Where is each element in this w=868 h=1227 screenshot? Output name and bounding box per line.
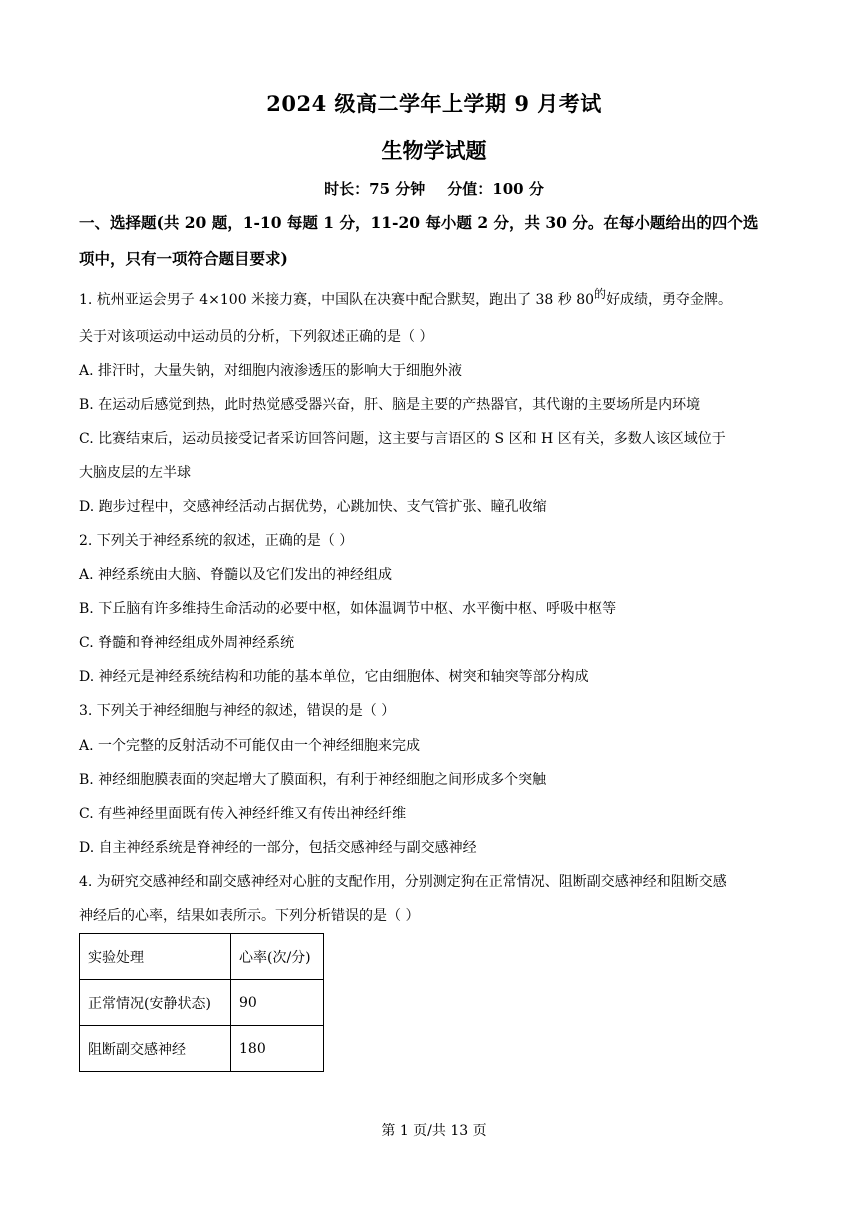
section-heading-line-2: 项中，只有一项符合题目要求) [79,249,288,268]
question-3-option-a: A. 一个完整的反射活动不可能仅由一个神经细胞来完成 [79,738,421,754]
table-cell: 正常情况(安静状态) [80,980,231,1026]
section-heading-line-1: 一、选择题(共 20 题，1-10 每题 1 分，11-20 每小题 2 分，共 30 分。在每小题给出的四个选 [79,213,759,232]
question-1-option-a: A. 排汗时，大量失钠，对细胞内液渗透压的影响大于细胞外液 [79,363,463,379]
question-3-option-c: C. 有些神经里面既有传入神经纤维又有传出神经纤维 [79,806,407,822]
exam-score: 分值：100 分 [447,180,544,198]
question-3-stem: 3. 下列关于神经细胞与神经的叙述，错误的是（ ） [79,703,396,719]
table-row [80,980,324,1026]
question-1-option-c-cont: 大脑皮层的左半球 [79,465,191,481]
question-2-option-d: D. 神经元是神经系统结构和功能的基本单位，它由细胞体、树突和轴突等部分构成 [79,669,589,685]
table-cell: 90 [231,980,324,1026]
table-header-row [80,934,324,980]
table-cell: 阻断副交感神经 [80,1026,231,1072]
question-2-option-c: C. 脊髓和脊神经组成外周神经系统 [79,635,295,651]
exam-duration: 时长：75 分钟 [324,180,426,198]
question-3-option-d: D. 自主神经系统是脊神经的一部分，包括交感神经与副交感神经 [79,840,477,856]
question-2-option-b: B. 下丘脑有许多维持生命活动的必要中枢，如体温调节中枢、水平衡中枢、呼吸中枢等 [79,601,617,617]
exam-subtitle: 生物学试题 [381,138,487,163]
exam-title: 2024 级高二学年上学期 9 月考试 [266,91,602,116]
section-heading [79,205,799,277]
question-3-option-b: B. 神经细胞膜表面的突起增大了膜面积，有利于神经细胞之间形成多个突触 [79,772,547,788]
table-header-cell: 心率(次/分) [231,934,324,980]
question-1-stem-line-2: 关于对该项运动中运动员的分析，下列叙述正确的是（ ） [79,329,434,345]
question-1-option-b: B. 在运动后感觉到热，此时热觉感受器兴奋，肝、脑是主要的产热器官，其代谢的主要场所是内环境 [79,397,701,413]
question-4-stem-line-1: 4. 为研究交感神经和副交感神经对心脏的支配作用，分别测定狗在正常情况、阻断副交感神经和阻断交感 [79,874,727,890]
table-cell: 180 [231,1026,324,1072]
question-4-stem-line-2: 神经后的心率，结果如表所示。下列分析错误的是（ ） [79,908,420,924]
question-2-option-a: A. 神经系统由大脑、脊髓以及它们发出的神经组成 [79,567,393,583]
table-row [80,1026,324,1072]
question-1-stem-line-1: 1. 杭州亚运会男子 4×100 米接力赛，中国队在决赛中配合默契，跑出了 38 秒 $80^的$好成绩，勇夺金牌。 [79,287,733,308]
exam-meta [0,178,868,199]
question-1-option-d: D. 跑步过程中，交感神经活动占据优势，心跳加快、支气管扩张、瞳孔收缩 [79,499,547,515]
table-header-cell: 实验处理 [80,934,231,980]
question-1-option-c: C. 比赛结束后，运动员接受记者采访回答问题，这主要与言语区的 S 区和 H 区有关，多数人该区域位于 [79,431,726,447]
page-footer: 第 1 页/共 13 页 [381,1123,487,1139]
heart-rate-table [79,933,324,1072]
question-2-stem: 2. 下列关于神经系统的叙述，正确的是（ ） [79,533,354,549]
